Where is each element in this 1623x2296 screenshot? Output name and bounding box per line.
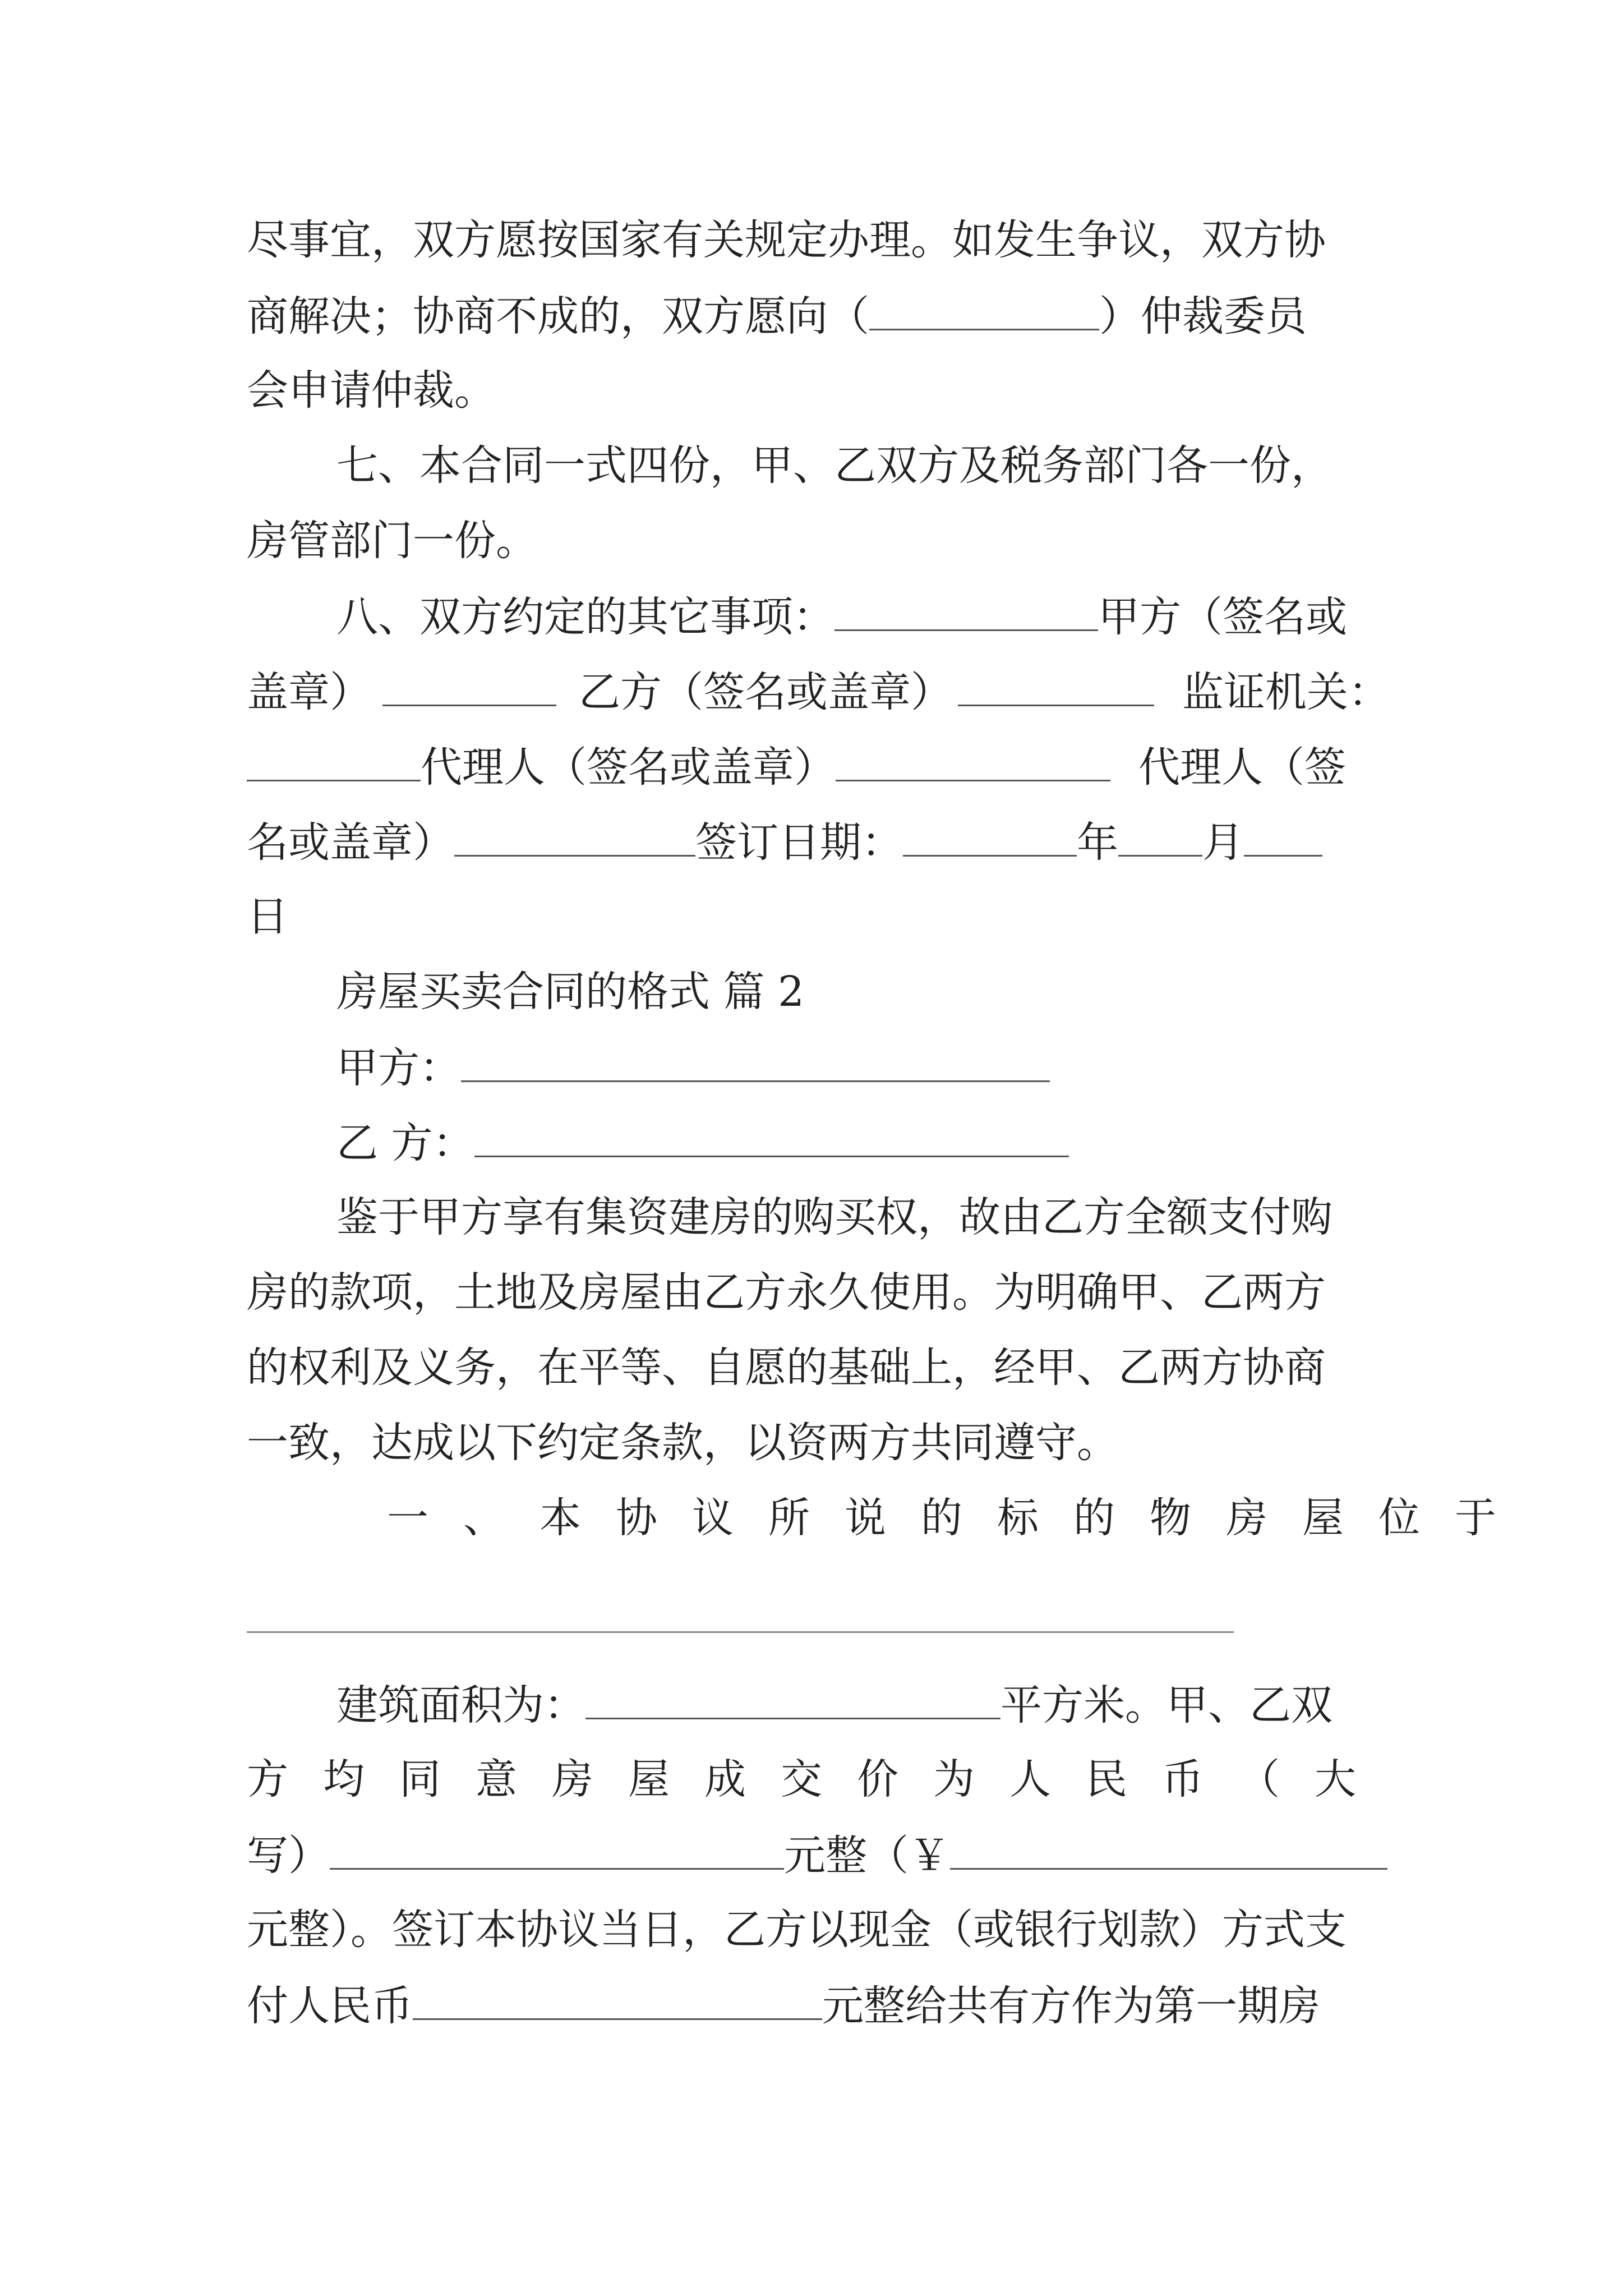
text-span: 年 (1077, 818, 1118, 867)
paragraph-line (247, 813, 1380, 869)
text-span: 写） (247, 1832, 330, 1880)
first-payment-blank (413, 1977, 822, 2020)
text-span: ）仲裁委员 (1099, 292, 1307, 341)
text-span: 乙方（签名或盖章） (579, 668, 952, 716)
paragraph-line (247, 287, 1380, 343)
party-a-blank (461, 1039, 1050, 1082)
paragraph-line: 房管部门一份。 (247, 517, 537, 565)
other-matters-blank (834, 588, 1098, 631)
text-span: 商解决；协商不成的，双方愿向（ (247, 292, 869, 341)
price-words-blank (330, 1826, 784, 1870)
price-figure-blank (950, 1826, 1387, 1870)
party-a-line (336, 1039, 1380, 1095)
text-span: 代理人（签 (1138, 743, 1346, 792)
paragraph-line: 一致，达成以下约定条款，以资两方共同遵守。 (247, 1419, 1118, 1467)
text-span: 月 (1202, 818, 1244, 867)
paragraph-line: 方均同意房屋成交价为人民币（大 (247, 1755, 1391, 1803)
day-blank (1244, 813, 1322, 857)
paragraph-line: 元整）。签订本协议当日，乙方以现金（或银行划款）方式支 (247, 1906, 1347, 1954)
party-b-signature-blank (958, 663, 1154, 706)
text-span: 付人民币 (247, 1982, 413, 2030)
agent-signature-blank (836, 738, 1110, 781)
text-span: 建筑面积为： (336, 1681, 585, 1729)
paragraph-line: 七、本合同一式四份，甲、乙双方及税务部门各一份， (336, 441, 1332, 490)
supervisor-blank (247, 738, 421, 781)
paragraph-line: 的权利及义务，在平等、自愿的基础上，经甲、乙两方协商 (247, 1343, 1326, 1392)
text-span: 八、双方约定的其它事项： (336, 593, 834, 641)
text-span: 签订日期： (695, 818, 903, 867)
party-b-line (336, 1114, 1380, 1170)
month-blank (1118, 813, 1202, 857)
text-span: 盖章） (247, 668, 371, 716)
paragraph-line: 一、本协议所说的标的物房屋位于 (387, 1494, 1531, 1542)
paragraph-line (247, 663, 1390, 719)
section-title: 房屋买卖合同的格式 篇 2 (336, 968, 805, 1016)
paragraph-line (247, 1977, 1380, 2033)
paragraph-line: 鉴于甲方享有集资建房的购买权，故由乙方全额支付购 (336, 1193, 1332, 1241)
arbitration-blank (869, 287, 1099, 330)
year-blank (903, 813, 1077, 857)
text-span: 元整给共有方作为第一期房 (822, 1982, 1320, 2030)
text-span: 代理人（签名或盖章） (421, 743, 836, 792)
text-span: 乙 方： (336, 1119, 474, 1167)
text-span: 元整（￥ (784, 1832, 950, 1880)
text-span: 平方米。甲、乙双 (1000, 1681, 1332, 1729)
area-blank (585, 1676, 1000, 1719)
location-blank (247, 1631, 1234, 1633)
text-span: 甲方： (336, 1044, 461, 1092)
paragraph-line (247, 1826, 1380, 1883)
paragraph-line (336, 588, 1380, 644)
paragraph-line: 尽事宜，双方愿按国家有关规定办理。如发生争议，双方协 (247, 216, 1326, 264)
agent-signature-blank (454, 813, 695, 857)
paragraph-line (247, 738, 1380, 794)
text-span: 甲方（签名或 (1098, 593, 1347, 641)
text-span: 监证机关： (1182, 668, 1390, 716)
party-b-blank (474, 1114, 1069, 1157)
party-a-signature-blank (382, 663, 556, 706)
paragraph-line: 会申请仲裁。 (247, 366, 496, 415)
paragraph-line (336, 1676, 1380, 1732)
paragraph-line: 日 (247, 892, 288, 941)
text-span: 名或盖章） (247, 818, 454, 867)
paragraph-line: 房的款项，土地及房屋由乙方永久使用。为明确甲、乙两方 (247, 1268, 1326, 1317)
